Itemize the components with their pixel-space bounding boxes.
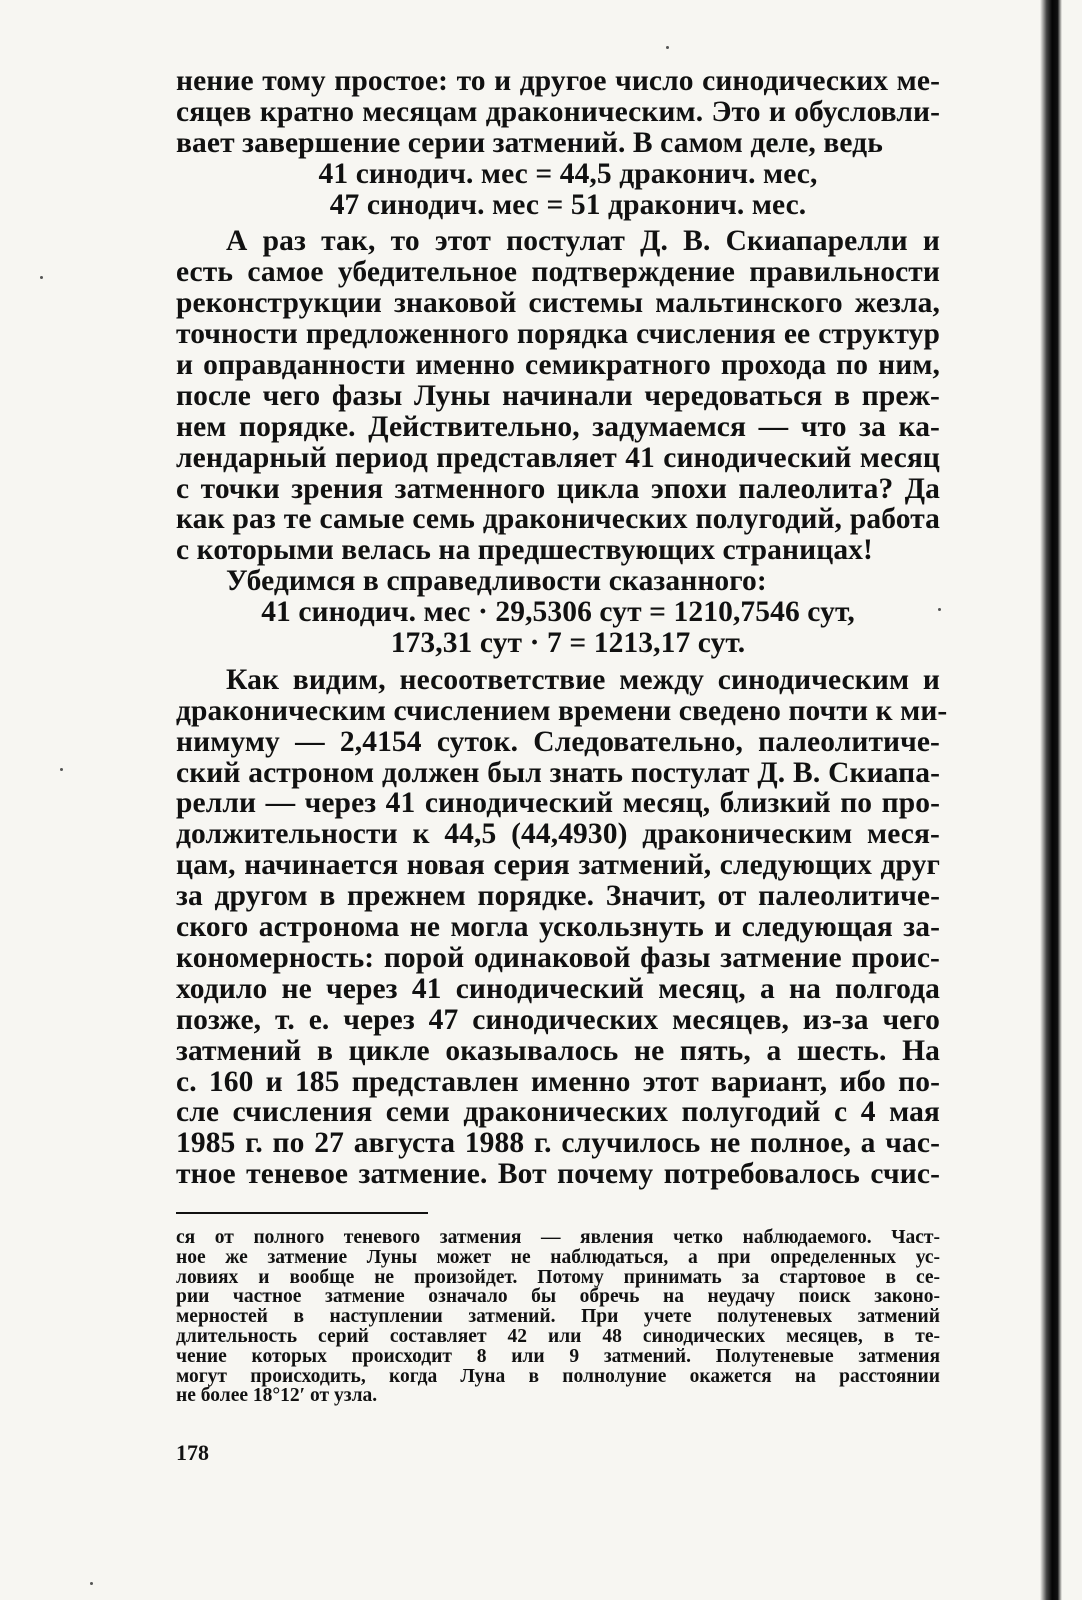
text-line: нем порядке. Действительно, задумаемся — что за ка- <box>176 410 940 443</box>
text-line: 1985 г. по 27 августа 1988 г. случилось не полное, а час- <box>176 1127 940 1160</box>
footnote-line: ся от полного теневого затмения — явления четко наблюдаемого. Част- <box>176 1227 940 1248</box>
main-text <box>176 65 948 1191</box>
text-line: вает завершение серии затмений. В самом деле, ведь <box>176 126 883 159</box>
text-line: за другом в прежнем порядке. Значит, от палеолитиче- <box>176 880 940 913</box>
text-line: А раз так, то этот постулат Д. В. Скиапарелли и <box>226 225 940 258</box>
text-line: ского астронома не могла ускользнуть и следующая за- <box>176 911 940 944</box>
text-line: с которыми велась на предшествующих страницах! <box>176 534 873 567</box>
text-line: нение тому простое: то и другое число синодических ме- <box>176 65 940 97</box>
page-number: 178 <box>176 1440 209 1465</box>
scan-speck <box>60 768 63 771</box>
formula-line: 41 синодич. мес = 44,5 драконич. мес, <box>318 157 818 190</box>
footnote <box>176 1228 940 1406</box>
scan-speck <box>666 46 669 49</box>
footnote-line: мерностей в наступлении затмений. При учете полутеневых затмений <box>176 1306 940 1328</box>
text-line: затмений в цикле оказывалось не пять, а шесть. На <box>176 1034 940 1067</box>
formula-line: 41 синодич. мес · 29,5306 сут = 1210,7546 сут, <box>261 596 855 629</box>
text-line: драконическим счислением времени сведено почти к ми- <box>176 694 948 727</box>
text-line: после чего фазы Луны начинали чередоваться в преж- <box>176 379 940 412</box>
text-line: тное теневое затмение. Вот почему потребовалось счис- <box>176 1158 940 1191</box>
text-line: как раз те самые семь драконических полугодий, работа <box>176 503 940 536</box>
footnote-line: не более 18°12′ от узла. <box>176 1385 378 1407</box>
scan-speck <box>40 276 43 279</box>
text-line: сле счисления семи драконических полугодий с 4 мая <box>176 1096 940 1129</box>
text-line: с. 160 и 185 представлен именно этот вариант, ибо по- <box>176 1065 940 1098</box>
footnote-line: длительность серий составляет 42 или 48 синодических месяцев, в те- <box>176 1325 940 1347</box>
footnote-line: рии частное затмение означало бы обречь на неудачу поиск законо- <box>176 1286 940 1308</box>
text-line: реконструкции знаковой системы мальтинского жезла, <box>176 287 940 320</box>
formula-line: 173,31 сут · 7 = 1213,17 сут. <box>390 627 746 660</box>
text-line: позже, т. е. через 47 синодических месяцев, из-за чего <box>176 1003 940 1036</box>
formula-line: 47 синодич. мес = 51 драконич. мес. <box>329 188 807 221</box>
text-line: с точки зрения затменного цикла эпохи палеолита? Да <box>176 472 940 505</box>
text-line: Убедимся в справедливости сказанного: <box>226 565 767 598</box>
text-line: Как видим, несоответствие между синодическим и <box>226 663 940 696</box>
footnote-divider <box>176 1212 428 1214</box>
scan-edge-shadow <box>1022 0 1082 1600</box>
scan-speck <box>90 1582 93 1585</box>
text-line: и оправданности именно семикратного прохода по ним, <box>176 349 940 382</box>
text-line: ский астроном должен был знать постулат Д. В. Скиапа- <box>176 756 940 789</box>
text-line: должительности к 44,5 (44,4930) драконическим меся- <box>176 818 940 851</box>
footnote-line: ное же затмение Луны может не наблюдаться, а при определенных ус- <box>176 1246 940 1268</box>
footnote-line: чение которых происходит 8 или 9 затмений. Полутеневые затмения <box>176 1345 940 1367</box>
text-line: цам, начинается новая серия затмений, следующих друг <box>176 849 940 882</box>
text-line: релли — через 41 синодический месяц, близкий по про- <box>176 787 940 820</box>
text-line: сяцев кратно месяцам драконическим. Это и обусловли- <box>176 95 940 128</box>
text-line: есть самое убедительное подтверждение правильности <box>176 256 940 289</box>
text-line: точности предложенного порядка счисления ее структур <box>176 318 940 351</box>
text-line: нимуму — 2,4154 суток. Следовательно, палеолитиче- <box>176 725 940 758</box>
footnote-line: ловиях и вообще не произойдет. Потому принимать за стартовое в се- <box>176 1266 940 1288</box>
text-line: кономерность: порой одинаковой фазы затмение проис- <box>176 941 940 974</box>
footnote-line: могут происходить, когда Луна в полнолуние окажется на расстоянии <box>176 1365 940 1387</box>
scan-speck <box>938 608 941 611</box>
text-line: ходило не через 41 синодический месяц, а на полгода <box>176 972 940 1005</box>
text-line: лендарный период представляет 41 синодический месяц <box>176 441 940 474</box>
